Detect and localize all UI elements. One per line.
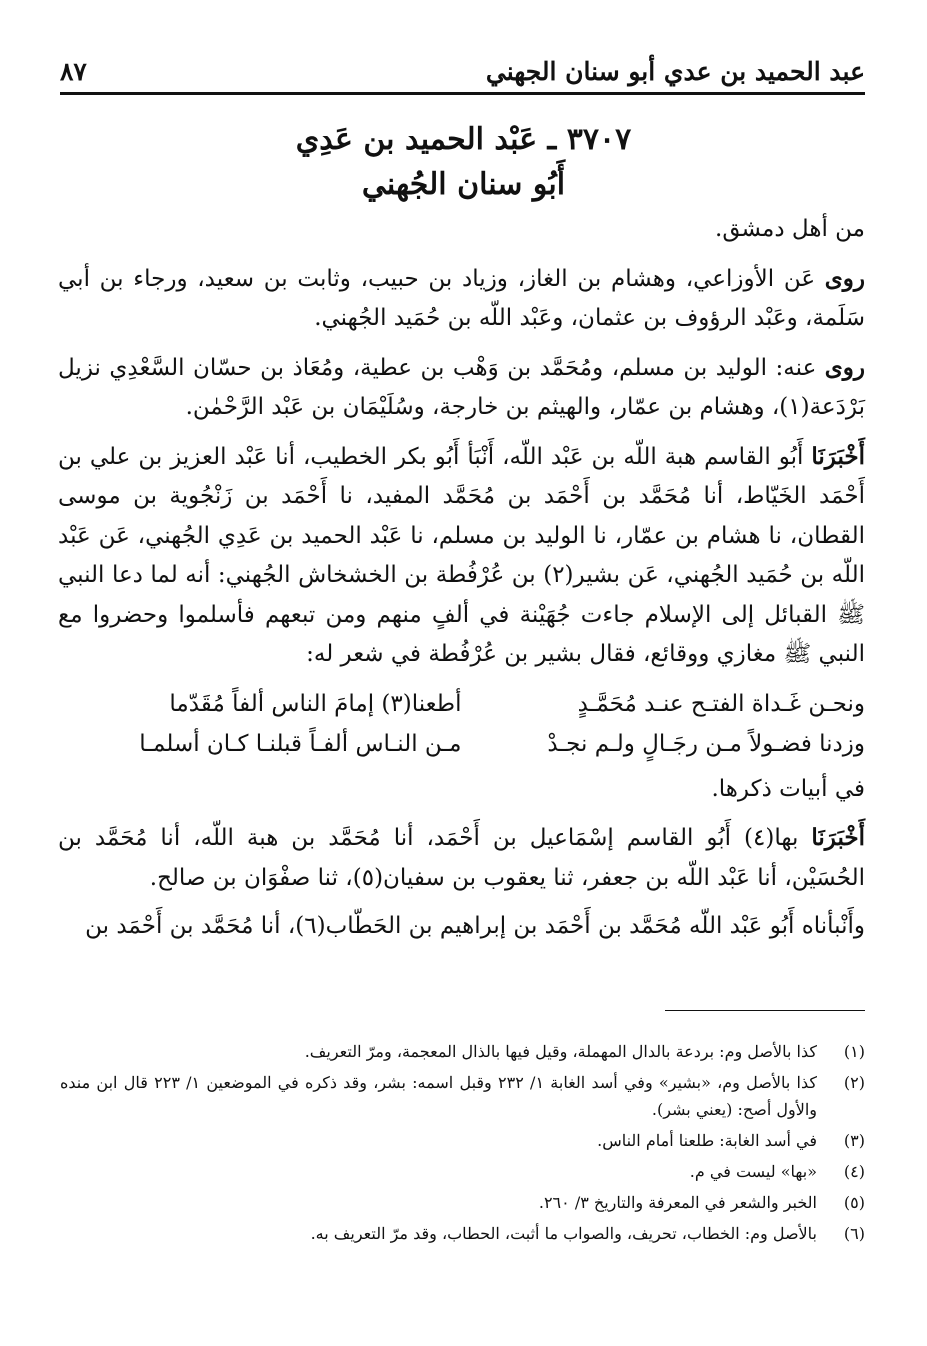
footnote-number: (١) [843,1042,865,1061]
footnote [60,1189,865,1216]
paragraph-narrated-from [58,259,865,339]
header-rule [60,92,865,95]
lead-word: أَخْبَرَنَا [811,442,865,470]
main-text [58,210,865,956]
paragraph-origin: من أهل دمشق. [715,216,865,242]
footnotes [60,1038,865,1251]
verse-line [58,684,865,724]
entry-title-kunya: أَبُو سنان الجُهني [361,167,566,202]
footnote [60,1127,865,1154]
paragraph-isnad-3: وأَنْبأناه أَبُو عَبْد اللّه مُحَمَّد بن أَحْمَد بن إبراهيم بن الحَطّاب(٦)، أنا مُحَمَّد بن أَحْمَد بن [85,913,865,939]
running-header [60,52,865,92]
footnote-number: (٥) [843,1193,865,1212]
footnote-text: كذا بالأصل وم، «بشير» وفي أسد الغابة ١/ ٢٣٢ وقبل اسمه: بشر، وقد ذكره في الموضعين ١/ ٢٢٣ قال ابن منده والأول أصح: (يعني بشر). [60,1073,818,1119]
footnote-number: (٤) [843,1162,865,1181]
poem [58,684,865,764]
paragraph-text: عَن الأوزاعي، وهشام بن الغاز، وزياد بن حبيب، وثابت بن سعيد، ورجاء بن أبي سَلَمة، وعَبْد الرؤوف بن عثمان، وعَبْد اللّه بن حُمَيد الجُهني. [58,265,865,331]
paragraph-isnad [58,437,865,675]
verse-line [58,724,865,764]
footnote-text: «بها» ليست في م. [689,1162,817,1181]
verse-second-hemistich: مـن النـاس ألفـاً قبلنـا كـان أسلمـا [139,730,462,757]
paragraph-verses-note: في أبيات ذكرها. [711,775,865,802]
footnote-text: في أسد الغابة: طلعنا أمام الناس. [597,1131,817,1150]
paragraph-narrators [58,348,865,428]
paragraph-text: أَبُو القاسم هبة اللّه بن عَبْد اللّه، أَنْبَأ أَبُو بكر الخطيب، أنا عَبْد العزيز بن علي بن أَحْمَد الخَيّاط، أنا مُحَمَّد بن أَحْمَد بن مُحَمَّد المفيد، نا أَحْمَد بن زَنْجُوية بن موسى القطان، نا هشام بن عمّار، نا الوليد بن مسلم، نا عَبْد الحميد بن عَدِي الجُهني، عَن عَبْد اللّه بن حُمَيد الجُهني، عَن بشير(٢) بن عُرْفُطة بن الخشخاش الجُهني: أنه لما دعا النبي ﷺ القبائل إلى الإسلام جاءت جُهَيْنة في ألفٍ منهم ومن تبعهم فأسلموا وحضروا مع النبي ﷺ مغازي ووقائع، فقال بشير بن عُرْفُطة في شعر له: [58,443,865,667]
lead-word: روى [824,264,865,292]
footnote-text: بالأصل وم: الخطاب، تحريف، والصواب ما أثبت، الحطاب، وقد مرّ التعريف به. [310,1224,817,1243]
footnote [60,1069,865,1123]
footnote-number: (٦) [843,1224,865,1243]
footnote-number: (٣) [843,1131,865,1150]
verse-first-hemistich: وزدنا فضـولاً مـن رجَـالٍ ولـم نجـدْ [547,730,865,757]
entry-title-name: ٣٧٠٧ ـ عَبْد الحميد بن عَدِي [295,122,632,157]
footnote [60,1038,865,1065]
verse-second-hemistich: أطعنا(٣) إمامَ الناس ألفاً مُقَدّما [169,690,462,717]
footnote-separator [665,1010,865,1011]
entry-heading [62,118,865,208]
lead-word: روى [824,353,865,381]
footnote [60,1220,865,1247]
running-title: عبد الحميد بن عدي أبو سنان الجهني [485,57,865,86]
footnote-text: كذا بالأصل وم: بردعة بالدال المهملة، وقيل فيها بالذال المعجمة، ومرّ التعريف. [304,1042,817,1061]
paragraph-text: عنه: الوليد بن مسلم، ومُحَمَّد بن وَهْب بن عطية، ومُعَاذ بن حسّان السَّعْدِي نزيل بَرْدَعة(١)، وهشام بن عمّار، والهيثم بن خارجة، وسُلَيْمَان بن عَبْد الرَّحْمٰن. [58,354,865,420]
lead-word: أَخْبَرَنَا [811,824,866,851]
page-number: ٨٧ [60,57,87,86]
paragraph-text: بها(٤) أَبُو القاسم إسْمَاعيل بن أَحْمَد، أنا مُحَمَّد بن هبة اللّه، أنا مُحَمَّد بن الحُسَيْن، أنا عَبْد اللّه بن جعفر، ثنا يعقوب بن سفيان(٥)، ثنا صفْوَان بن صالح. [58,825,865,891]
verse-first-hemistich: ونحـن غَـداة الفتـح عنـد مُحَمَّـدٍ [577,690,865,717]
paragraph-isnad-2 [58,818,865,898]
footnote-text: الخبر والشعر في المعرفة والتاريخ ٣/ ٢٦٠. [538,1193,817,1212]
footnote-number: (٢) [843,1073,865,1092]
footnote [60,1158,865,1185]
